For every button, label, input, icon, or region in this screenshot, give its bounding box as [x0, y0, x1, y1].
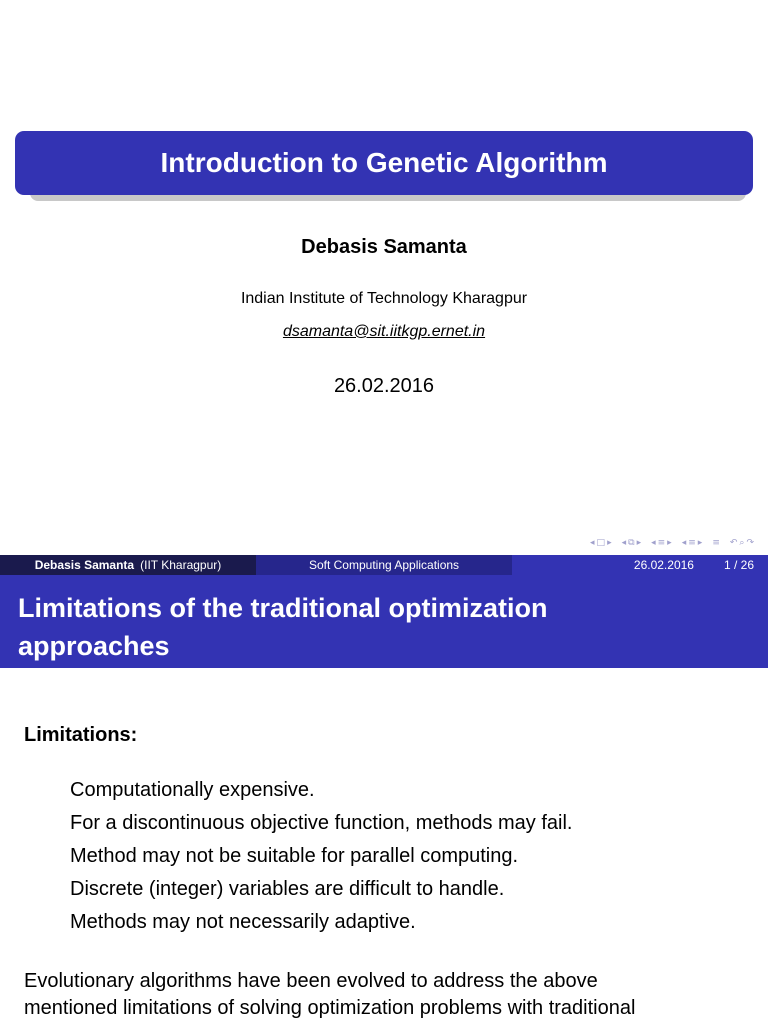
list-item: Computationally expensive.	[70, 779, 315, 801]
footer-course: Soft Computing Applications	[256, 555, 512, 575]
author-email-link[interactable]: dsamanta@sit.iitkgp.ernet.in	[282, 323, 486, 340]
list-item: Discrete (integer) variables are difficult to handle.	[70, 878, 505, 900]
slide2-title-line: Limitations of the traditional optimization	[18, 593, 548, 623]
footer-author-section	[0, 555, 256, 575]
footer-affiliation: (IIT Kharagpur)	[140, 558, 222, 572]
footer-date: 26.02.2016	[633, 558, 694, 572]
footer-date-page-section	[512, 555, 768, 575]
list-item: Method may not be suitable for parallel computing.	[70, 845, 519, 867]
list-item: Methods may not necessarily adaptive.	[70, 911, 416, 933]
nav-first-icon[interactable]: ◂ □ ▸	[590, 538, 612, 548]
nav-outline-icon[interactable]: ≡	[712, 538, 720, 548]
slide-footer	[0, 555, 768, 575]
nav-search-icon[interactable]: ↶ ⌕ ↷	[729, 538, 754, 548]
slide2-title-bar	[0, 575, 768, 668]
presentation-title: Introduction to Genetic Algorithm	[15, 131, 753, 195]
presentation-date: 26.02.2016	[333, 375, 435, 397]
author-name: Debasis Samanta	[301, 236, 467, 258]
slide2-title	[18, 589, 750, 665]
institute-name: Indian Institute of Technology Kharagpur	[240, 290, 528, 307]
limitations-heading: Limitations:	[24, 724, 138, 746]
paragraph-line: mentioned limitations of solving optimization problems with traditional	[24, 997, 636, 1019]
paragraph-line: Evolutionary algorithms have been evolved to address the above	[24, 970, 598, 992]
beamer-navigation-bar	[590, 536, 760, 550]
evolutionary-paragraph	[24, 968, 754, 1022]
nav-section-icon[interactable]: ◂ ≡ ▸	[681, 538, 703, 548]
footer-page-number: 1 / 26	[723, 558, 754, 572]
list-item: For a discontinuous objective function, methods may fail.	[70, 812, 573, 834]
footer-author: Debasis Samanta	[34, 558, 135, 572]
nav-frame-icon[interactable]: ◂ ⧉ ▸	[621, 538, 642, 548]
slide2-title-line: approaches	[18, 631, 170, 661]
limitations-list	[70, 774, 572, 939]
nav-subsection-icon[interactable]: ◂ ≡ ▸	[651, 538, 672, 548]
